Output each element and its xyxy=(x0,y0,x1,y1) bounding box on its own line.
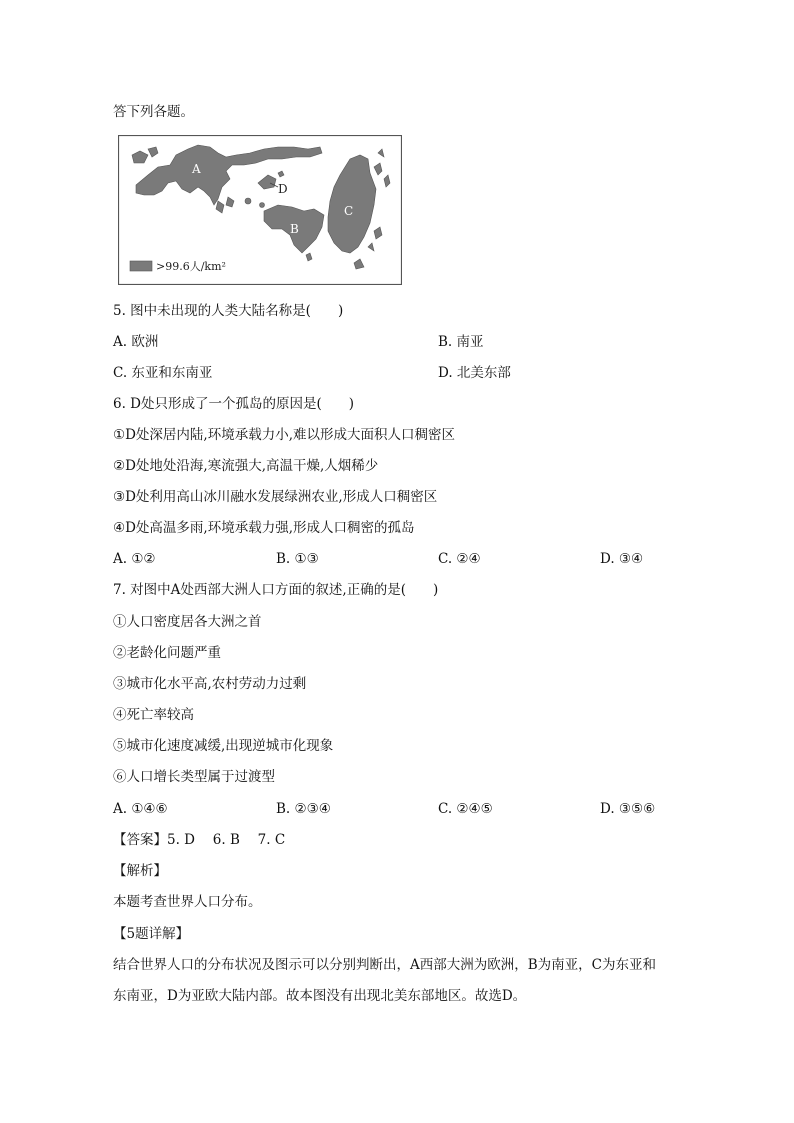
q5-option-c: C. 东亚和东南亚 xyxy=(113,365,213,381)
q7-item-3: ③城市化水平高,农村劳动力过剩 xyxy=(113,676,307,692)
map-label-b: B xyxy=(290,222,299,236)
q6-option-a: A. ①② xyxy=(113,551,156,567)
q7-item-6: ⑥人口增长类型属于过渡型 xyxy=(113,769,275,785)
q7-item-4: ④死亡率较高 xyxy=(113,707,194,723)
q6-item-2: ②D处地处沿海,寒流强大,高温干燥,人烟稀少 xyxy=(113,458,379,474)
legend-text: >99.6人/km² xyxy=(156,260,226,273)
q5-detail-title: 【5题详解】 xyxy=(113,926,190,942)
q5-option-d: D. 北美东部 xyxy=(438,365,511,381)
q5-option-b: B. 南亚 xyxy=(438,334,484,350)
q6-item-3: ③D处利用高山冰川融水发展绿洲农业,形成人口稠密区 xyxy=(113,489,438,505)
q7-item-1: ①人口密度居各大洲之首 xyxy=(113,614,262,630)
q6-option-c: C. ②④ xyxy=(438,551,481,567)
population-density-map xyxy=(118,135,402,285)
q6-option-b: B. ①③ xyxy=(276,551,319,567)
q7-item-5: ⑤城市化速度减缓,出现逆城市化现象 xyxy=(113,738,334,754)
q7-item-2: ②老龄化问题严重 xyxy=(113,645,221,661)
q5-detail-line-1: 结合世界人口的分布状况及图示可以分别判断出，A西部大洲为欧洲，B为南亚，C为东亚和 xyxy=(113,957,656,973)
analysis-title: 【解析】 xyxy=(113,863,167,879)
analysis-intro: 本题考查世界人口分布。 xyxy=(113,894,262,910)
q7-option-c: C. ②④⑤ xyxy=(438,801,493,817)
q5-option-a: A. 欧洲 xyxy=(113,334,159,350)
q6-item-1: ①D处深居内陆,环境承载力小,难以形成大面积人口稠密区 xyxy=(113,427,456,443)
map-label-d: D xyxy=(278,182,288,196)
legend-swatch xyxy=(130,261,152,271)
intro-text: 答下列各题。 xyxy=(113,104,194,120)
answer-line: 【答案】5. D 6. B 7. C xyxy=(113,832,286,848)
q6-item-4: ④D处高温多雨,环境承载力强,形成人口稠密的孤岛 xyxy=(113,520,415,536)
q7-stem: 7. 对图中A处西部大洲人口方面的叙述,正确的是( ) xyxy=(113,582,439,598)
q7-option-a: A. ①④⑥ xyxy=(113,801,168,817)
map-label-c: C xyxy=(344,204,354,218)
q5-stem: 5. 图中未出现的人类大陆名称是( ) xyxy=(113,303,344,319)
q5-detail-line-2: 东南亚，D为亚欧大陆内部。故本图没有出现北美东部地区。故选D。 xyxy=(113,988,527,1004)
q7-option-b: B. ②③④ xyxy=(276,801,331,817)
q6-stem: 6. D处只形成了一个孤岛的原因是( ) xyxy=(113,396,355,412)
q6-option-d: D. ③④ xyxy=(600,551,644,567)
map-label-a: A xyxy=(192,162,201,176)
q7-option-d: D. ③⑤⑥ xyxy=(600,801,656,817)
